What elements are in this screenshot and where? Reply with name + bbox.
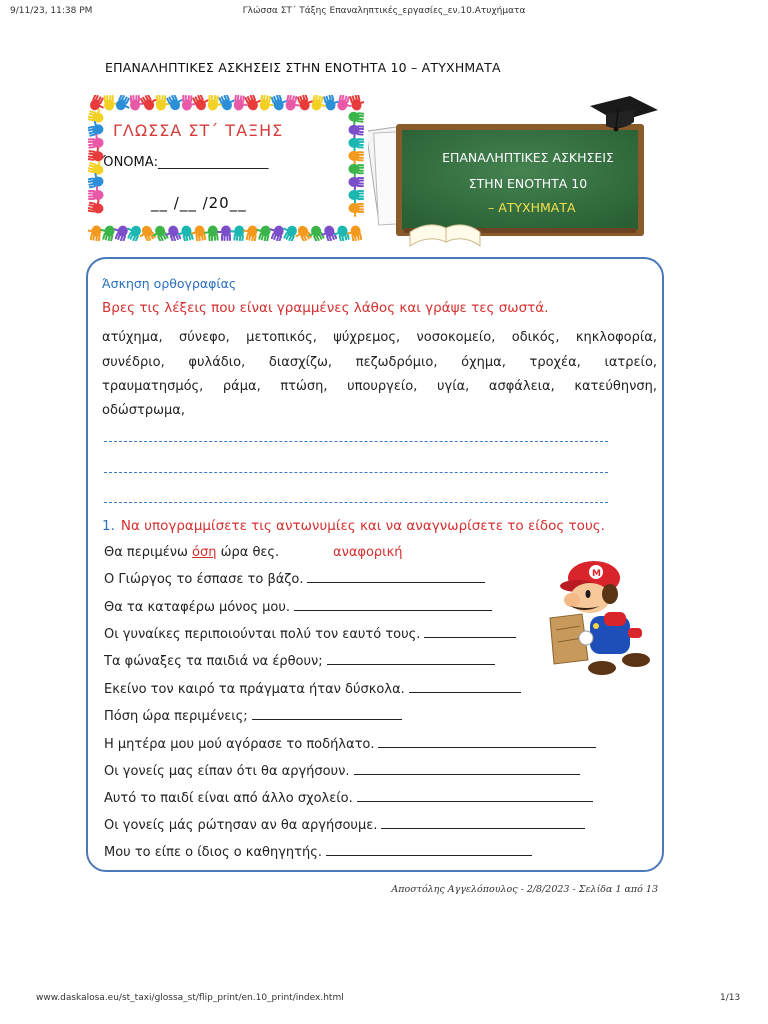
sentence-text: Οι γονείς μάς ρώτησαν αν θα αργήσουμε. [104,818,378,833]
date-field: __ /__ /20__ [151,194,247,212]
sentence-text: Πόση ώρα περιμένεις; [104,709,248,724]
exercise-sentence [104,625,516,642]
print-url: www.daskalosa.eu/st_taxi/glossa_st/flip_print/en.10_print/index.html [36,993,344,1003]
exercise-sentence [104,789,593,806]
example-sentence [104,545,279,560]
sentence-text: Τα φώναξες τα παιδιά να έρθουν; [104,654,323,669]
word-item: τραυματησμός, [102,379,204,394]
word-item: συνέδριο, [102,355,165,370]
word-item: μετοπικός, [246,330,317,345]
sentence-text: Η μητέρα μου μού αγόρασε το ποδήλατο. [104,737,375,752]
word-item: ράμα, [222,379,261,394]
answer-line [104,502,608,503]
answer-blank[interactable] [381,816,585,829]
word-item: υγία, [436,379,470,394]
sentence-text: Αυτό το παιδί είναι από άλλο σχολείο. [104,791,353,806]
example-underlined-word: όση [192,545,217,560]
word-list-line [102,355,657,370]
word-item: πεζωδρόμιο, [355,355,438,370]
word-item: τροχέα, [529,355,581,370]
answer-blank[interactable] [378,735,596,748]
exercise-sentence [104,735,596,752]
answer-blank[interactable] [327,652,495,665]
answer-blank[interactable] [357,789,593,802]
exercise-sentence [104,652,495,669]
word-item: σύνεφο, [179,330,230,345]
page-heading: ΕΠΑΝΑΛΗΠΤΙΚΕΣ ΑΣΚΗΣΕΙΣ ΣΤΗΝ ΕΝΟΤΗΤΑ 10 – ΑΤΥΧΗΜΑΤΑ [105,60,501,75]
page-footer: Αποστόλης Αγγελόπουλος - 2/8/2023 - Σελίδα 1 από 13 [391,884,658,895]
print-page-indicator: 1/13 [720,993,741,1003]
hand-prints-frame [88,95,364,241]
exercise-1-title [102,518,605,534]
word-item: ατύχημα, [102,330,163,345]
sentence-text: Εκείνο τον καιρό τα πράγματα ήταν δύσκολα. [104,682,405,697]
exercise-1-text: Να υπογραμμίσετε τις αντωνυμίες και να αναγνωρίσετε το είδος τους. [120,518,605,534]
name-field: ΌΝΟΜΑ:_________________ [103,155,269,170]
word-item: ασφάλεια, [488,379,555,394]
board-line-3: – ΑΤΥΧΗΜΑΤΑ [488,200,576,215]
answer-blank[interactable] [294,598,492,611]
exercise-sentence [104,762,580,779]
exercise-sentence [104,598,492,615]
exercise-sentence [104,843,532,860]
answer-blank[interactable] [409,680,521,693]
exercise-sentence [104,570,485,587]
word-item: ψύχρεμος, [333,330,401,345]
board-line-2: ΣΤΗΝ ΕΝΟΤΗΤΑ 10 [468,176,588,191]
mario-reading-map-icon [544,556,656,680]
word-item: πτώση, [280,379,328,394]
word-item: φυλάδιο, [188,355,246,370]
example-text-after: ώρα θες. [216,545,280,560]
word-item: υπουργείο, [347,379,418,394]
answer-line [104,441,608,442]
orthography-instruction: Βρες τις λέξεις που είναι γραμμένες λάθος και γράψε τες σωστά. [102,300,549,316]
word-list-line [102,330,657,345]
answer-blank[interactable] [307,570,485,583]
exercise-sentence [104,680,521,697]
sentence-text: Οι γονείς μας είπαν ότι θα αργήσουν. [104,764,350,779]
board-line-1: ΕΠΑΝΑΛΗΠΤΙΚΕΣ ΑΣΚΗΣΕΙΣ [442,150,614,165]
answer-blank[interactable] [354,762,580,775]
print-document-title: Γλώσσα ΣΤ΄ Τάξης Επαναληπτικές_εργασίες_εν.10.Ατυχήματα [242,6,526,16]
chalkboard [368,92,658,250]
frame-title: ΓΛΩΣΣΑ ΣΤ΄ ΤΑΞΗΣ [113,121,284,140]
exercise-sentence [104,816,585,833]
word-item: ιατρείο, [604,355,658,370]
word-item: οδώστρωμα, [102,403,185,418]
sentence-text: Θα τα καταφέρω μόνος μου. [104,600,291,615]
word-item: όχημα, [461,355,506,370]
example-text-before: Θα περιμένω [104,545,193,560]
answer-blank[interactable] [424,625,516,638]
svg-text:M: M [592,569,601,579]
answer-blank[interactable] [252,707,402,720]
sentence-text: Ο Γιώργος το έσπασε το βάζο. [104,572,304,587]
word-item: κηκλοφορία, [575,330,657,345]
exercise-number: 1. [102,518,115,534]
answer-line [104,472,608,473]
word-item: νοσοκομείο, [416,330,496,345]
sentence-text: Μου το είπε ο ίδιος ο καθηγητής. [104,845,322,860]
exercise-sentence [104,707,402,724]
print-datetime: 9/11/23, 11:38 PM [10,6,93,16]
answer-blank[interactable] [326,843,532,856]
orthography-title: Άσκηση ορθογραφίας [102,276,237,291]
word-item: οδικός, [511,330,560,345]
word-list-line [102,379,657,394]
word-item: διασχίζω, [268,355,333,370]
word-item: κατεύθηνση, [574,379,657,394]
word-list-line [102,403,657,418]
sentence-text: Οι γυναίκες περιποιούνται πολύ τον εαυτό τους. [104,627,421,642]
example-answer: αναφορική [333,545,403,560]
